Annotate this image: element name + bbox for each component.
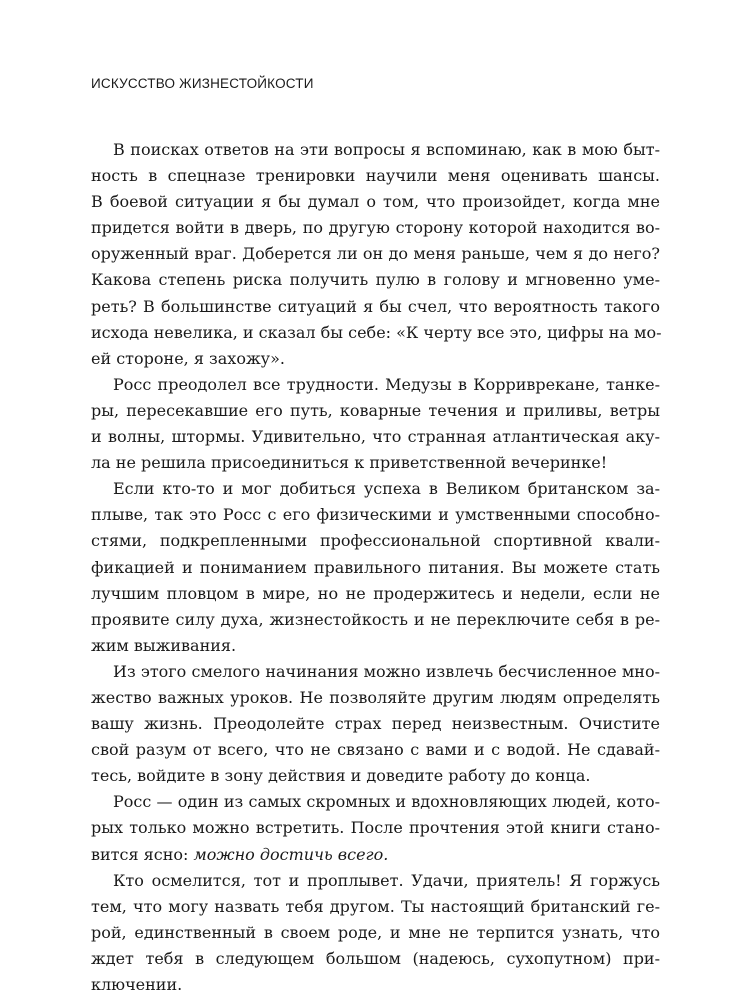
text-line: реть? В большинстве ситуаций я бы счел, что вероятность такого (91, 296, 660, 316)
text-line: В поисках ответов на эти вопросы я вспоминаю, как в мою быт- (113, 140, 660, 159)
text-line: ключении. (91, 975, 183, 994)
text-line: свой разум от всего, что не связано с вами и с водой. Не сдавай- (91, 740, 660, 760)
text-line: жество важных уроков. Не позволяйте другим людям определять (91, 687, 660, 707)
text-line: рых только можно встретить. После прочтения этой книги стано- (91, 818, 660, 838)
text-line: Если кто-то и мог добиться успеха в Великом британском за- (113, 479, 660, 499)
text-line: исхода невелика, и сказал бы себе: «К черту все это, цифры на мо- (91, 322, 662, 342)
text-line: тесь, войдите в зону действия и доведите работу до конца. (91, 766, 591, 786)
paragraph-6 (91, 868, 660, 998)
text-line: вашу жизнь. Преодолейте страх перед неизвестным. Очистите (91, 714, 660, 734)
text-line: оруженный враг. Доберется ли он до меня раньше, чем я до него? (91, 244, 660, 264)
italic-emphasis: можно достичь всего. (193, 844, 389, 864)
text-line: проявите силу духа, жизнестойкость и не переключите себя в ре- (91, 609, 660, 629)
text-line: ры, пересекавшие его путь, коварные течения и приливы, ветры (91, 400, 660, 420)
text-line: ждет тебя в следующем большом (надеюсь, сухопутном) при- (91, 948, 660, 968)
text-line: Из этого смелого начинания можно извлечь бесчисленное мно- (113, 661, 660, 681)
text-line: ей стороне, я захожу». (91, 348, 285, 368)
text-line: и волны, штормы. Удивительно, что странная атлантическая аку- (91, 427, 660, 447)
paragraph-2 (91, 372, 660, 476)
text-line: тем, что могу назвать тебя другом. Ты настоящий британский ге- (91, 896, 660, 916)
text-line: Кто осмелится, тот и проплывет. Удачи, приятель! Я горжусь (113, 870, 660, 890)
text-line: В боевой ситуации я бы думал о том, что произойдет, когда мне (91, 192, 660, 212)
text-line: Росс преодолел все трудности. Медузы в Корриврекане, танке- (113, 374, 660, 394)
paragraph-5 (91, 789, 660, 867)
text-line: жим выживания. (91, 635, 237, 655)
text-line: придется войти в дверь, по другую сторону которой находится во- (91, 218, 660, 238)
paragraph-4 (91, 659, 660, 789)
text-line: ность в спецназе тренировки научили меня оценивать шансы. (91, 166, 660, 186)
text-line: лучшим пловцом в мире, но не продержитесь и недели, если не (91, 583, 660, 603)
text-line: рой, единственный в своем роде, и мне не терпится узнать, что (91, 922, 660, 942)
text-line: ла не решила присоединиться к приветственной вечеринке! (91, 453, 608, 473)
text-line: плыве, так это Росс с его физическими и умственными способно- (91, 505, 660, 525)
text-line: Какова степень риска получить пулю в голову и мгновенно уме- (91, 270, 660, 290)
text-line: стями, подкрепленными профессиональной спортивной квали- (91, 531, 660, 551)
text-line: Росс — один из самых скромных и вдохновляющих людей, кото- (113, 792, 660, 812)
paragraph-1 (91, 137, 660, 372)
running-head: ИСКУССТВО ЖИЗНЕСТОЙКОСТИ (91, 76, 314, 91)
text-line: фикацией и пониманием правильного питания. Вы можете стать (91, 557, 660, 577)
text-run: вится ясно: (91, 844, 194, 864)
text-line (91, 842, 660, 868)
body-text (91, 137, 660, 998)
paragraph-3 (91, 476, 660, 659)
